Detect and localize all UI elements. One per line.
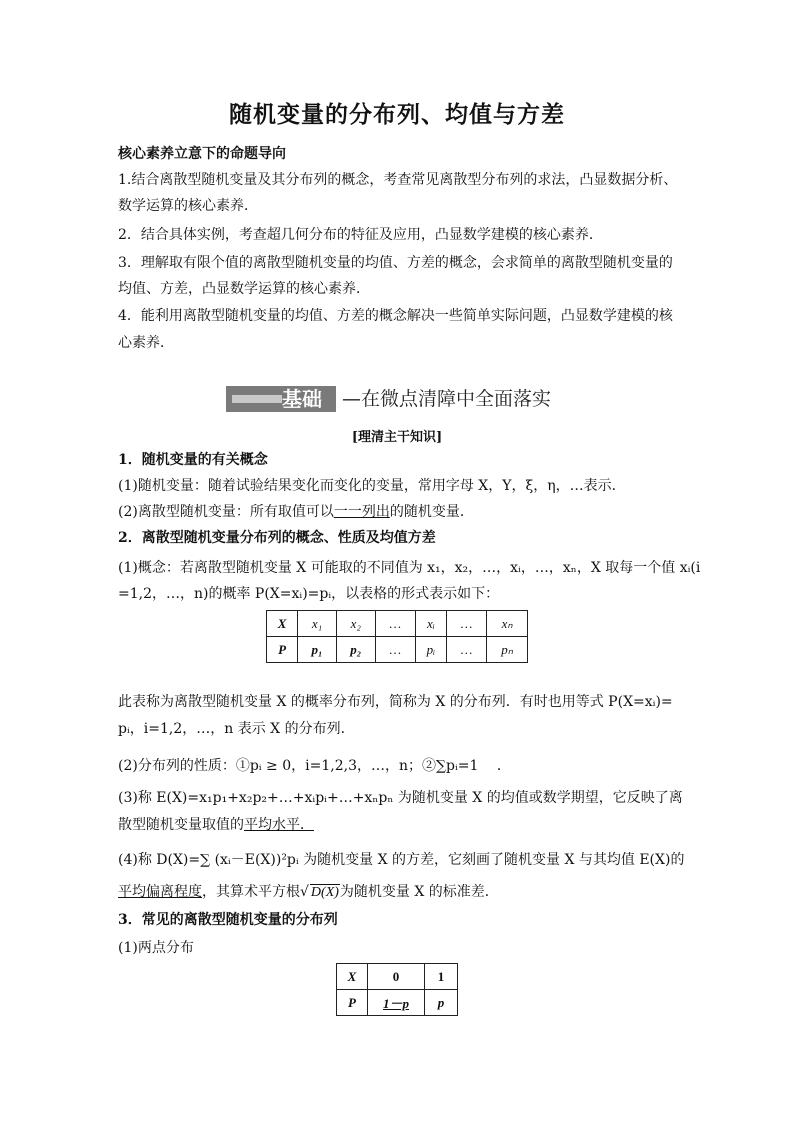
s3-line1: (1)两点分布: [118, 940, 194, 956]
table-row: [337, 990, 458, 1016]
s2-line9: [118, 884, 678, 901]
table-cell: …: [375, 637, 415, 663]
intro-p1a: 1.结合离散型随机变量及其分布列的概念，考查常见离散型分布列的求法，凸显数据分析、: [118, 172, 678, 188]
table-row: [337, 964, 458, 990]
s1-line2-b: 的随机变量．: [389, 504, 474, 520]
s2-line8: (4)称 D(X)=∑ (xᵢ－E(X))²pᵢ 为随机变量 X 的方差，它刻画了随机变量 X 与其均值 E(X)的: [118, 852, 685, 868]
s2-heading: 2．离散型随机变量分布列的概念、性质及均值方差: [118, 530, 436, 546]
table-cell: P: [337, 990, 368, 1016]
table-cell: x₁: [298, 611, 337, 637]
sqrt-radicand: D(X): [310, 885, 339, 900]
s2-line7: [118, 817, 678, 833]
subheading: [理清主干知识]: [351, 430, 443, 445]
s2-line9-a: ，其算术平方根: [202, 884, 300, 900]
intro-p4a: 4．能利用离散型随机变量的均值、方差的概念解决一些简单实际问题，凸显数学建模的核: [118, 308, 673, 324]
s2-line1: (1)概念：若离散型随机变量 X 可能取的不同值为 x₁，x₂，…，xᵢ，…，xₙ，X 取每一个值 xᵢ(i: [118, 560, 701, 576]
table-cell: xᵢ: [416, 611, 447, 637]
table-cell: xₙ: [487, 611, 528, 637]
sqrt-sign: √: [300, 884, 309, 900]
table-cell: 1－p: [368, 990, 425, 1016]
two-point-table: [336, 963, 458, 1016]
table-cell: p₁: [298, 637, 337, 663]
s2-line9-underlined: 平均偏离程度: [118, 884, 202, 900]
table-cell: pₙ: [487, 637, 528, 663]
s2-line2: =1,2，…，n)的概率 P(X=xᵢ)=pᵢ，以表格的形式表示如下：: [118, 586, 500, 602]
table-cell: 1: [425, 964, 458, 990]
banner-subtitle: —在微点清障中全面落实: [342, 388, 552, 410]
table-cell: …: [446, 611, 486, 637]
intro-p3b: 均值、方差，凸显数学运算的核心素养．: [118, 281, 370, 297]
table-row: [267, 637, 528, 663]
table-cell: …: [375, 611, 415, 637]
page-title: 随机变量的分布列、均值与方差: [229, 101, 565, 128]
table-cell: X: [267, 611, 298, 637]
s2-line9-b: 为随机变量 X 的标准差．: [339, 884, 499, 900]
s2-line7-underlined: 平均水平．: [244, 817, 314, 833]
table-cell: …: [446, 637, 486, 663]
table-cell: P: [267, 637, 298, 663]
banner-stripe: [232, 395, 282, 403]
s1-line2: [118, 504, 678, 520]
s2-line4: pᵢ，i=1,2，…，n 表示 X 的分布列．: [118, 721, 355, 737]
intro-p2: 2．结合具体实例，考查超几何分布的特征及应用，凸显数学建模的核心素养．: [118, 227, 603, 243]
s1-line2-a: (2)离散型随机变量：所有取值可以: [118, 504, 334, 520]
table-cell: 0: [368, 964, 425, 990]
section-banner: [226, 386, 566, 412]
s1-heading: 1．随机变量的有关概念: [118, 452, 268, 468]
intro-heading: 核心素养立意下的命题导向: [118, 146, 286, 162]
table-cell: X: [337, 964, 368, 990]
table-cell: pᵢ: [416, 637, 447, 663]
distribution-table: [266, 610, 528, 663]
intro-p4b: 心素养．: [118, 335, 174, 351]
s2-line3: 此表称为离散型随机变量 X 的概率分布列，简称为 X 的分布列．有时也用等式 P(X=xᵢ)=: [118, 694, 673, 710]
intro-p1b: 数学运算的核心素养．: [118, 198, 258, 214]
s2-line5: (2)分布列的性质：①pᵢ ≥ 0，i=1,2,3，…，n；②∑pᵢ=1 ．: [118, 758, 511, 774]
intro-p3a: 3．理解取有限个值的离散型随机变量的均值、方差的概念，会求简单的离散型随机变量的: [118, 255, 673, 271]
s2-line6: (3)称 E(X)=x₁p₁+x₂p₂+…+xᵢpᵢ+…+xₙpₙ 为随机变量 X 的均值或数学期望，它反映了离: [118, 790, 683, 806]
s1-line2-underlined: 一一列出: [333, 504, 390, 520]
table-cell: p₂: [336, 637, 375, 663]
banner-key: 基础: [282, 387, 322, 411]
s2-line7-a: 散型随机变量取值的: [118, 817, 244, 833]
s1-line1: (1)随机变量：随着试验结果变化而变化的变量，常用字母 X，Y，ξ，η，…表示．: [118, 478, 626, 494]
table-row: [267, 611, 528, 637]
table-cell: p: [425, 990, 458, 1016]
table-cell: x₂: [336, 611, 375, 637]
s3-heading: 3．常见的离散型随机变量的分布列: [118, 912, 338, 928]
